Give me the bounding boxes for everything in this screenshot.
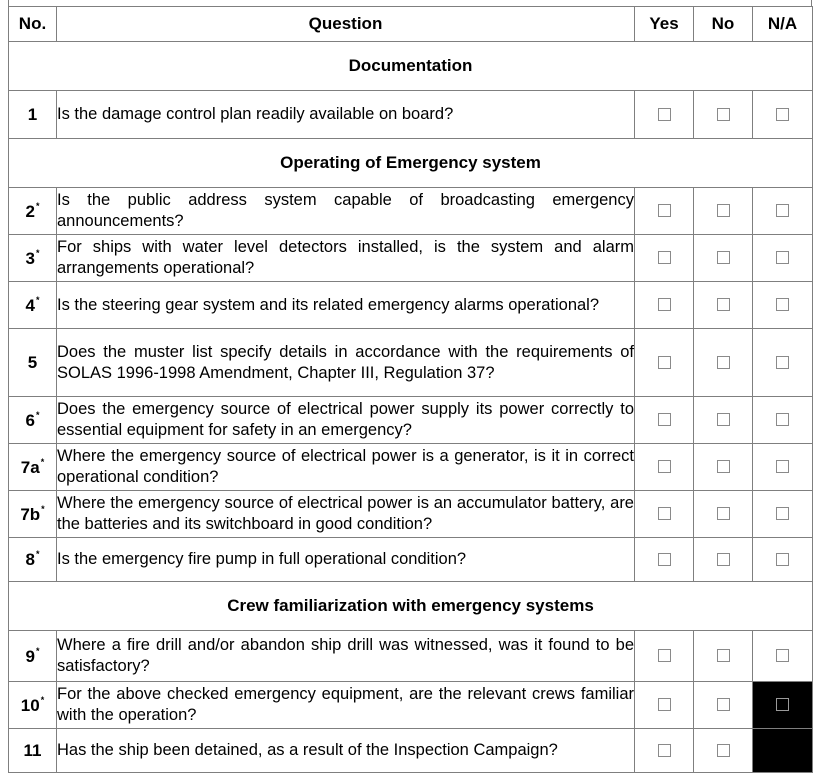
question-text: Where the emergency source of electrical power is a generator, is it in correct operational condition? [57, 444, 635, 491]
answer-cell-yes [635, 235, 694, 282]
answer-cell-no [694, 91, 753, 139]
answer-cell-yes [635, 729, 694, 773]
answer-cell-na [753, 282, 813, 329]
question-number [9, 91, 57, 139]
checkbox-na[interactable] [776, 507, 789, 520]
question-number-text: 6 [25, 410, 35, 430]
checklist-body [9, 42, 813, 773]
question-text: Where the emergency source of electrical power is an accumulator battery, are the batteries and its switchboard in good condition? [57, 491, 635, 538]
checklist-table [8, 6, 813, 773]
answer-cell-yes [635, 538, 694, 582]
answer-cell-yes [635, 282, 694, 329]
question-text: For the above checked emergency equipment, are the relevant crews familiar with the operation? [57, 682, 635, 729]
checkbox-na[interactable] [776, 298, 789, 311]
question-number [9, 188, 57, 235]
question-number [9, 491, 57, 538]
question-number [9, 397, 57, 444]
question-number-text: 4 [25, 295, 35, 315]
answer-cell-no [694, 282, 753, 329]
answer-cell-yes [635, 188, 694, 235]
checkbox-yes[interactable] [658, 413, 671, 426]
answer-cell-na [753, 397, 813, 444]
answer-cell-yes [635, 397, 694, 444]
question-row [9, 729, 813, 773]
answer-cell-na [753, 91, 813, 139]
checkbox-yes[interactable] [658, 507, 671, 520]
checkbox-yes[interactable] [658, 649, 671, 662]
asterisk-marker: * [35, 247, 40, 258]
checkbox-na[interactable] [776, 356, 789, 369]
answer-cell-no [694, 631, 753, 682]
checkbox-na[interactable] [776, 413, 789, 426]
question-number [9, 444, 57, 491]
question-row [9, 235, 813, 282]
header-no: No. [9, 7, 57, 42]
checkbox-na[interactable] [776, 251, 789, 264]
question-text: Does the emergency source of electrical power supply its power correctly to essential equipment for safety in an emergency? [57, 397, 635, 444]
answer-cell-no [694, 444, 753, 491]
answer-cell-yes [635, 329, 694, 397]
answer-cell-yes [635, 631, 694, 682]
checkbox-yes[interactable] [658, 553, 671, 566]
section-header-row [9, 139, 813, 188]
checkbox-na[interactable] [776, 204, 789, 217]
answer-cell-no [694, 682, 753, 729]
question-row [9, 538, 813, 582]
answer-cell-no [694, 188, 753, 235]
checkbox-no[interactable] [717, 507, 730, 520]
answer-cell-na [753, 682, 813, 729]
answer-cell-no [694, 491, 753, 538]
question-row [9, 682, 813, 729]
answer-cell-no [694, 329, 753, 397]
question-number-text: 1 [27, 104, 38, 124]
question-number-text: 5 [27, 352, 38, 372]
asterisk-marker: * [41, 503, 45, 514]
checkbox-yes[interactable] [658, 356, 671, 369]
answer-cell-yes [635, 491, 694, 538]
question-number-text: 7a [20, 457, 40, 477]
answer-cell-no [694, 729, 753, 773]
question-number-text: 7b [20, 504, 41, 524]
checkbox-no[interactable] [717, 460, 730, 473]
checkbox-no[interactable] [717, 204, 730, 217]
checkbox-no[interactable] [717, 649, 730, 662]
header-no-answer: No [694, 7, 753, 42]
question-number [9, 329, 57, 397]
section-title: Documentation [9, 42, 813, 91]
checkbox-no[interactable] [717, 356, 730, 369]
question-row [9, 188, 813, 235]
checkbox-no[interactable] [717, 553, 730, 566]
question-text: Is the damage control plan readily available on board? [57, 91, 635, 139]
question-number [9, 538, 57, 582]
asterisk-marker: * [35, 549, 40, 559]
question-text: Is the public address system capable of broadcasting emergency announcements? [57, 188, 635, 235]
question-number [9, 631, 57, 682]
checkbox-no[interactable] [717, 413, 730, 426]
answer-cell-na [753, 491, 813, 538]
answer-cell-na [753, 631, 813, 682]
checkbox-no[interactable] [717, 698, 730, 711]
answer-cell-yes [635, 91, 694, 139]
answer-cell-no [694, 538, 753, 582]
checkbox-yes[interactable] [658, 460, 671, 473]
checkbox-no[interactable] [717, 298, 730, 311]
answer-cell-no [694, 397, 753, 444]
question-text: Is the emergency fire pump in full operational condition? [57, 538, 635, 582]
checkbox-na[interactable] [776, 553, 789, 566]
asterisk-marker: * [35, 200, 40, 211]
checkbox-no[interactable] [717, 744, 730, 757]
question-number-text: 2 [25, 201, 35, 221]
question-row [9, 282, 813, 329]
header-na: N/A [753, 7, 813, 42]
question-row [9, 397, 813, 444]
answer-cell-na [753, 538, 813, 582]
answer-cell-yes [635, 682, 694, 729]
checkbox-no[interactable] [717, 108, 730, 121]
asterisk-marker: * [40, 694, 45, 705]
question-text: Does the muster list specify details in accordance with the requirements of SOLAS 1996-1998 Amendment, Chapter III, Regulation 37? [57, 329, 635, 397]
section-header-row [9, 582, 813, 631]
question-row [9, 91, 813, 139]
checkbox-na[interactable] [776, 108, 789, 121]
question-text: For ships with water level detectors installed, is the system and alarm arrangements operational? [57, 235, 635, 282]
checkbox-yes[interactable] [658, 744, 671, 757]
asterisk-marker: * [35, 409, 40, 420]
question-number [9, 235, 57, 282]
asterisk-marker: * [35, 645, 40, 656]
checkbox-na[interactable] [776, 460, 789, 473]
answer-cell-na [753, 188, 813, 235]
answer-cell-na [753, 329, 813, 397]
answer-cell-no [694, 235, 753, 282]
checkbox-na[interactable] [776, 698, 789, 711]
checkbox-no[interactable] [717, 251, 730, 264]
question-number-text: 9 [25, 646, 35, 666]
question-number [9, 282, 57, 329]
section-title: Operating of Emergency system [9, 139, 813, 188]
checkbox-yes[interactable] [658, 204, 671, 217]
asterisk-marker: * [35, 294, 40, 305]
question-row [9, 491, 813, 538]
question-text: Is the steering gear system and its related emergency alarms operational? [57, 282, 635, 329]
answer-cell-na [753, 235, 813, 282]
checkbox-yes[interactable] [658, 698, 671, 711]
asterisk-marker: * [40, 456, 45, 467]
question-text: Has the ship been detained, as a result of the Inspection Campaign? [57, 729, 635, 773]
header-row [9, 7, 813, 42]
question-row [9, 444, 813, 491]
section-title: Crew familiarization with emergency systems [9, 582, 813, 631]
question-number-text: 11 [23, 740, 42, 760]
answer-cell-na [753, 729, 813, 773]
checkbox-na[interactable] [776, 649, 789, 662]
checkbox-yes[interactable] [658, 251, 671, 264]
question-row [9, 631, 813, 682]
question-number [9, 729, 57, 773]
checkbox-yes[interactable] [658, 298, 671, 311]
header-question: Question [57, 7, 635, 42]
section-header-row [9, 42, 813, 91]
question-row [9, 329, 813, 397]
question-number-text: 10 [20, 695, 40, 715]
question-number-text: 3 [25, 248, 35, 268]
question-number [9, 682, 57, 729]
question-text: Where a fire drill and/or abandon ship drill was witnessed, was it found to be satisfactory? [57, 631, 635, 682]
question-number-text: 8 [25, 550, 35, 569]
header-yes: Yes [635, 7, 694, 42]
answer-cell-yes [635, 444, 694, 491]
checkbox-yes[interactable] [658, 108, 671, 121]
answer-cell-na [753, 444, 813, 491]
